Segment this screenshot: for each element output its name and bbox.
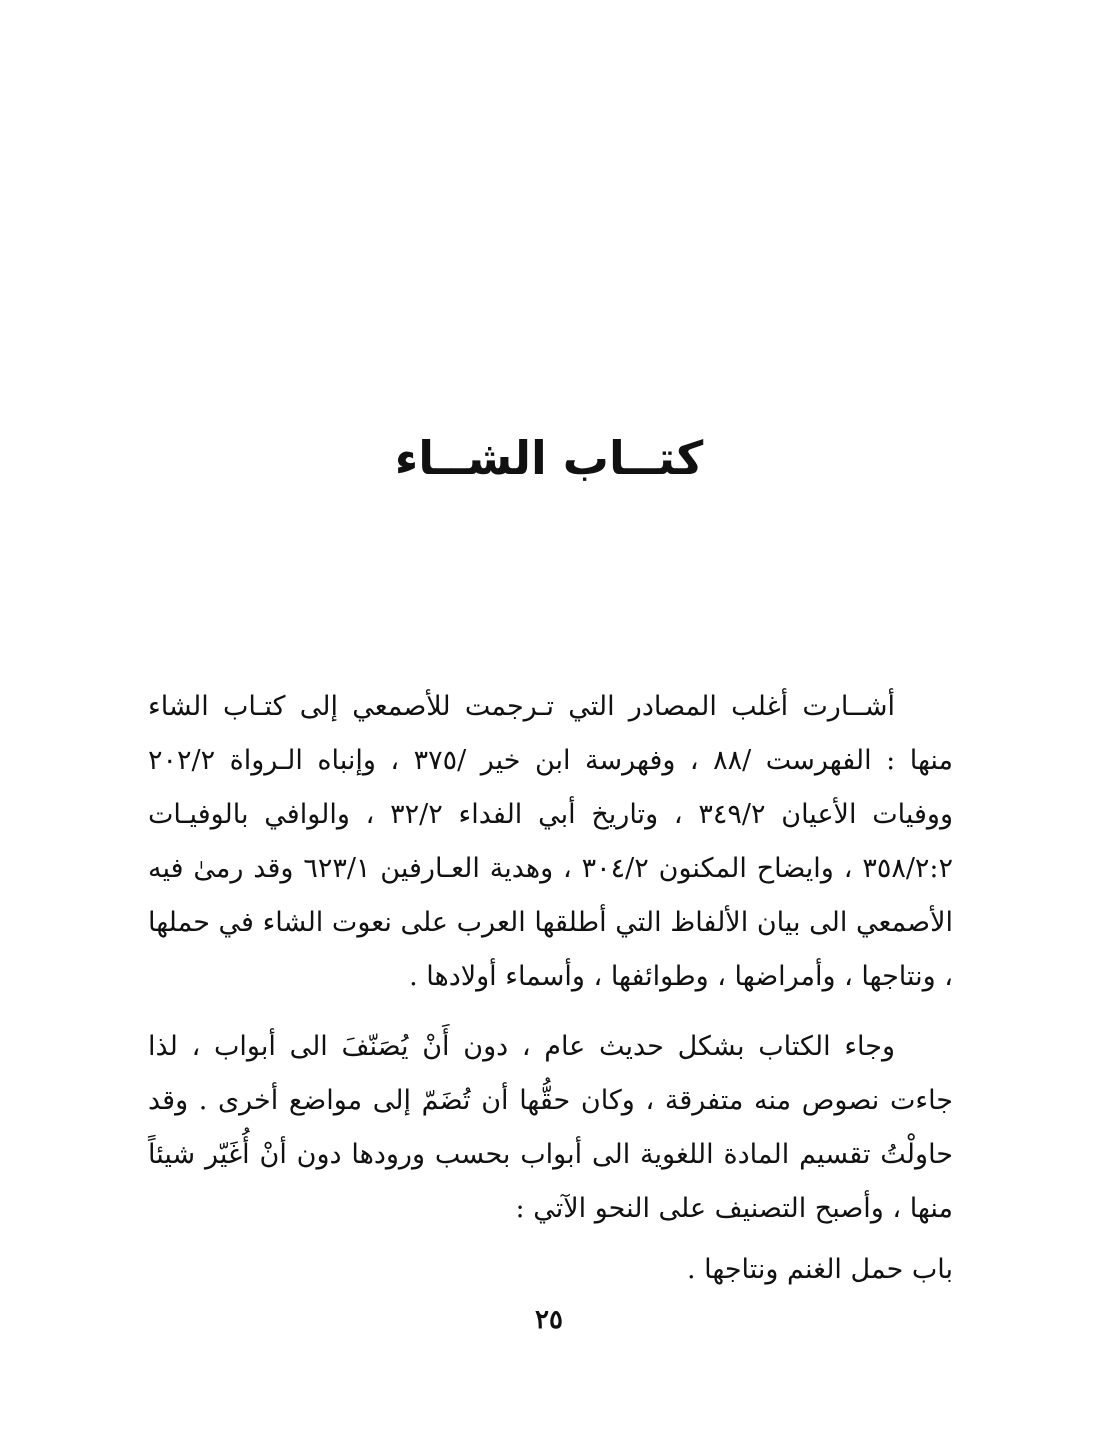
intro-paragraph: أشــارت أغلب المصادر التي تـرجمت للأصمعي إلى كتـاب الشاء منها : الفهرست /٨٨ ، وفهرسة ابن خير /٣٧٥ ، وإنباه الـرواة ٢٠٢/٢ ووفيات الأعيان ٣٤٩/٢ ، وتاريخ أبي الفداء ٣٢/٢ ، والوافي بالوفيـات ٣٥٨/٢:٢ ، وايضاح المكنون ٣٠٤/٢ ، وهدية العـارفين ٦٢٣/١ وقد رمىٰ فيه الأصمعي الى بيان الألفاظ التي أطلقها العرب على نعوت الشاء في حملها ، ونتاجها ، وأمراضها ، وطوائفها ، وأسماء أولادها . — [148, 691, 954, 992]
chapter-title: كتــاب الشــاء — [394, 431, 704, 485]
section-heading-line: باب حمل الغنم ونتاجها . — [687, 1254, 953, 1285]
method-paragraph: وجاء الكتاب بشكل حديث عام ، دون أَنْ يُصَنّفَ الى أبواب ، لذا جاءت نصوص منه متفرقة ، وكان حقُّها أن تُضَمّ إلى مواضع أخرى . وقد حاولْتُ تقسيم المادة اللغوية الى أبواب بحسب ورودها دون أنْ أُغَيّر شيئاً منها ، وأصبح التصنيف على النحو الآتي : — [148, 1031, 953, 1224]
page-number: ٢٥ — [535, 1305, 563, 1335]
